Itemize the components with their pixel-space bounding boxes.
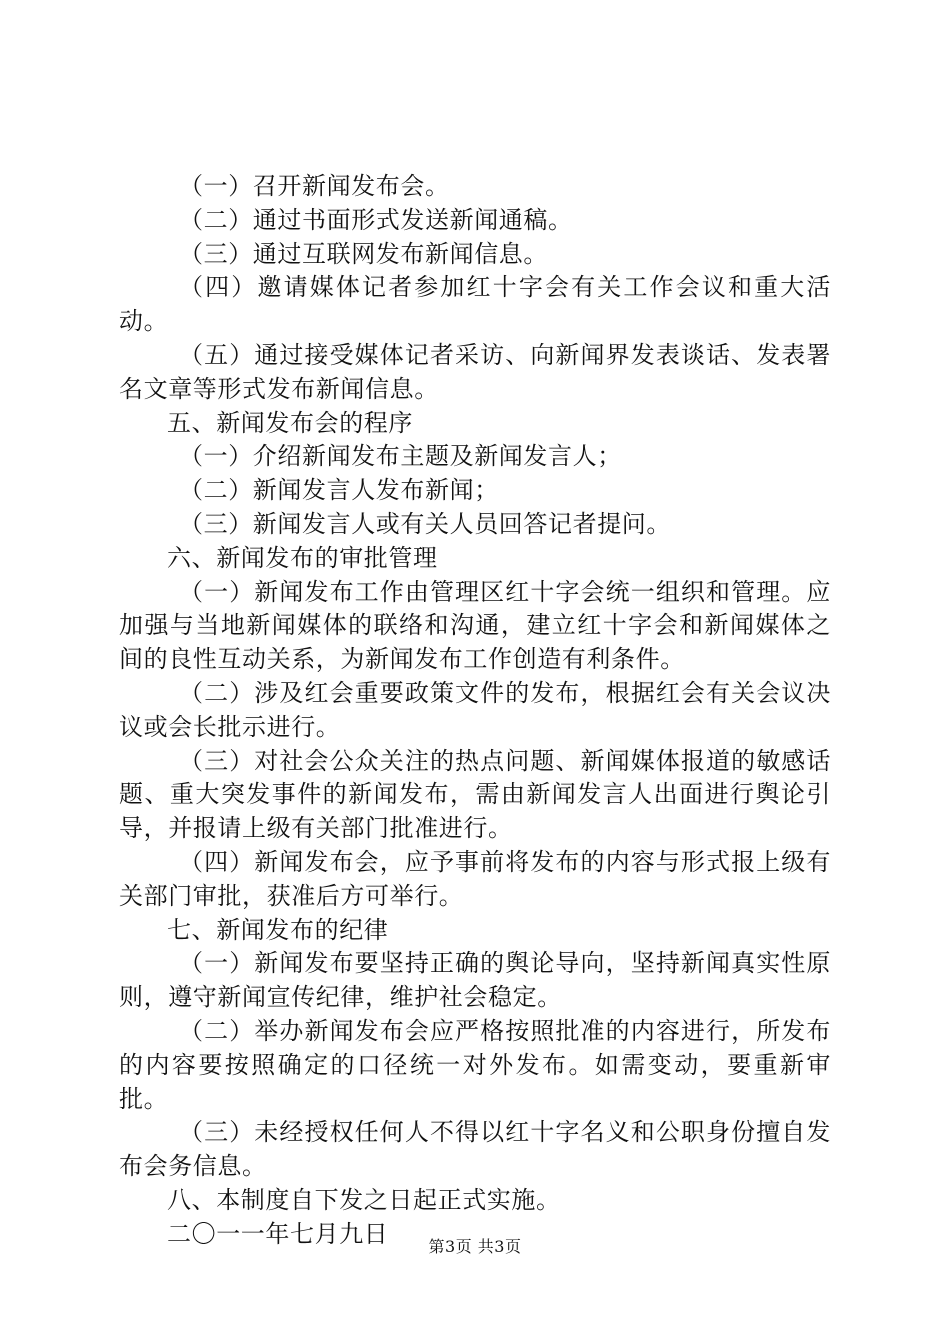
paragraph-item: （三）未经授权任何人不得以红十字名义和公职身份擅自发布会务信息。 [119, 1118, 831, 1181]
page-footer: 第3页 共3页 [428, 1237, 522, 1256]
paragraph-item: （二）涉及红会重要政策文件的发布，根据红会有关会议决议或会长批示进行。 [119, 678, 831, 741]
paragraph-item: （五）通过接受媒体记者采访、向新闻界发表谈话、发表署名文章等形式发布新闻信息。 [119, 340, 831, 403]
section-heading: 七、新闻发布的纪律 [167, 915, 389, 944]
document-date: 二〇一一年七月九日 [167, 1219, 389, 1248]
section-heading: 八、本制度自下发之日起正式实施。 [167, 1185, 561, 1214]
section-heading: 五、新闻发布会的程序 [167, 408, 413, 437]
paragraph-item: （三）通过互联网发布新闻信息。 [179, 239, 548, 268]
paragraph-item: （三）新闻发言人或有关人员回答记者提问。 [179, 509, 671, 538]
section-heading: 六、新闻发布的审批管理 [167, 543, 438, 572]
paragraph-item: （三）对社会公众关注的热点问题、新闻媒体报道的敏感话题、重大突发事件的新闻发布，需由新闻发言人出面进行舆论引导，并报请上级有关部门批准进行。 [119, 746, 831, 843]
paragraph-item: （一）新闻发布要坚持正确的舆论导向，坚持新闻真实性原则，遵守新闻宣传纪律，维护社会稳定。 [119, 949, 831, 1012]
paragraph-item: （一）召开新闻发布会。 [179, 172, 450, 200]
paragraph-item: （四）邀请媒体记者参加红十字会有关工作会议和重大活动。 [119, 273, 831, 336]
paragraph-item: （四）新闻发布会，应予事前将发布的内容与形式报上级有关部门审批，获准后方可举行。 [119, 847, 831, 910]
document-body [119, 170, 831, 1252]
paragraph-item: （二）通过书面形式发送新闻通稿。 [179, 205, 573, 234]
paragraph-item: （二）举办新闻发布会应严格按照批准的内容进行，所发布的内容要按照确定的口径统一对外发布。如需变动，要重新审批。 [119, 1016, 831, 1113]
paragraph-item: （一）新闻发布工作由管理区红十字会统一组织和管理。应加强与当地新闻媒体的联络和沟通，建立红十字会和新闻媒体之间的良性互动关系，为新闻发布工作创造有利条件。 [119, 577, 831, 674]
paragraph-item: （二）新闻发言人发布新闻； [179, 476, 499, 505]
paragraph-item: （一）介绍新闻发布主题及新闻发言人； [179, 442, 622, 471]
